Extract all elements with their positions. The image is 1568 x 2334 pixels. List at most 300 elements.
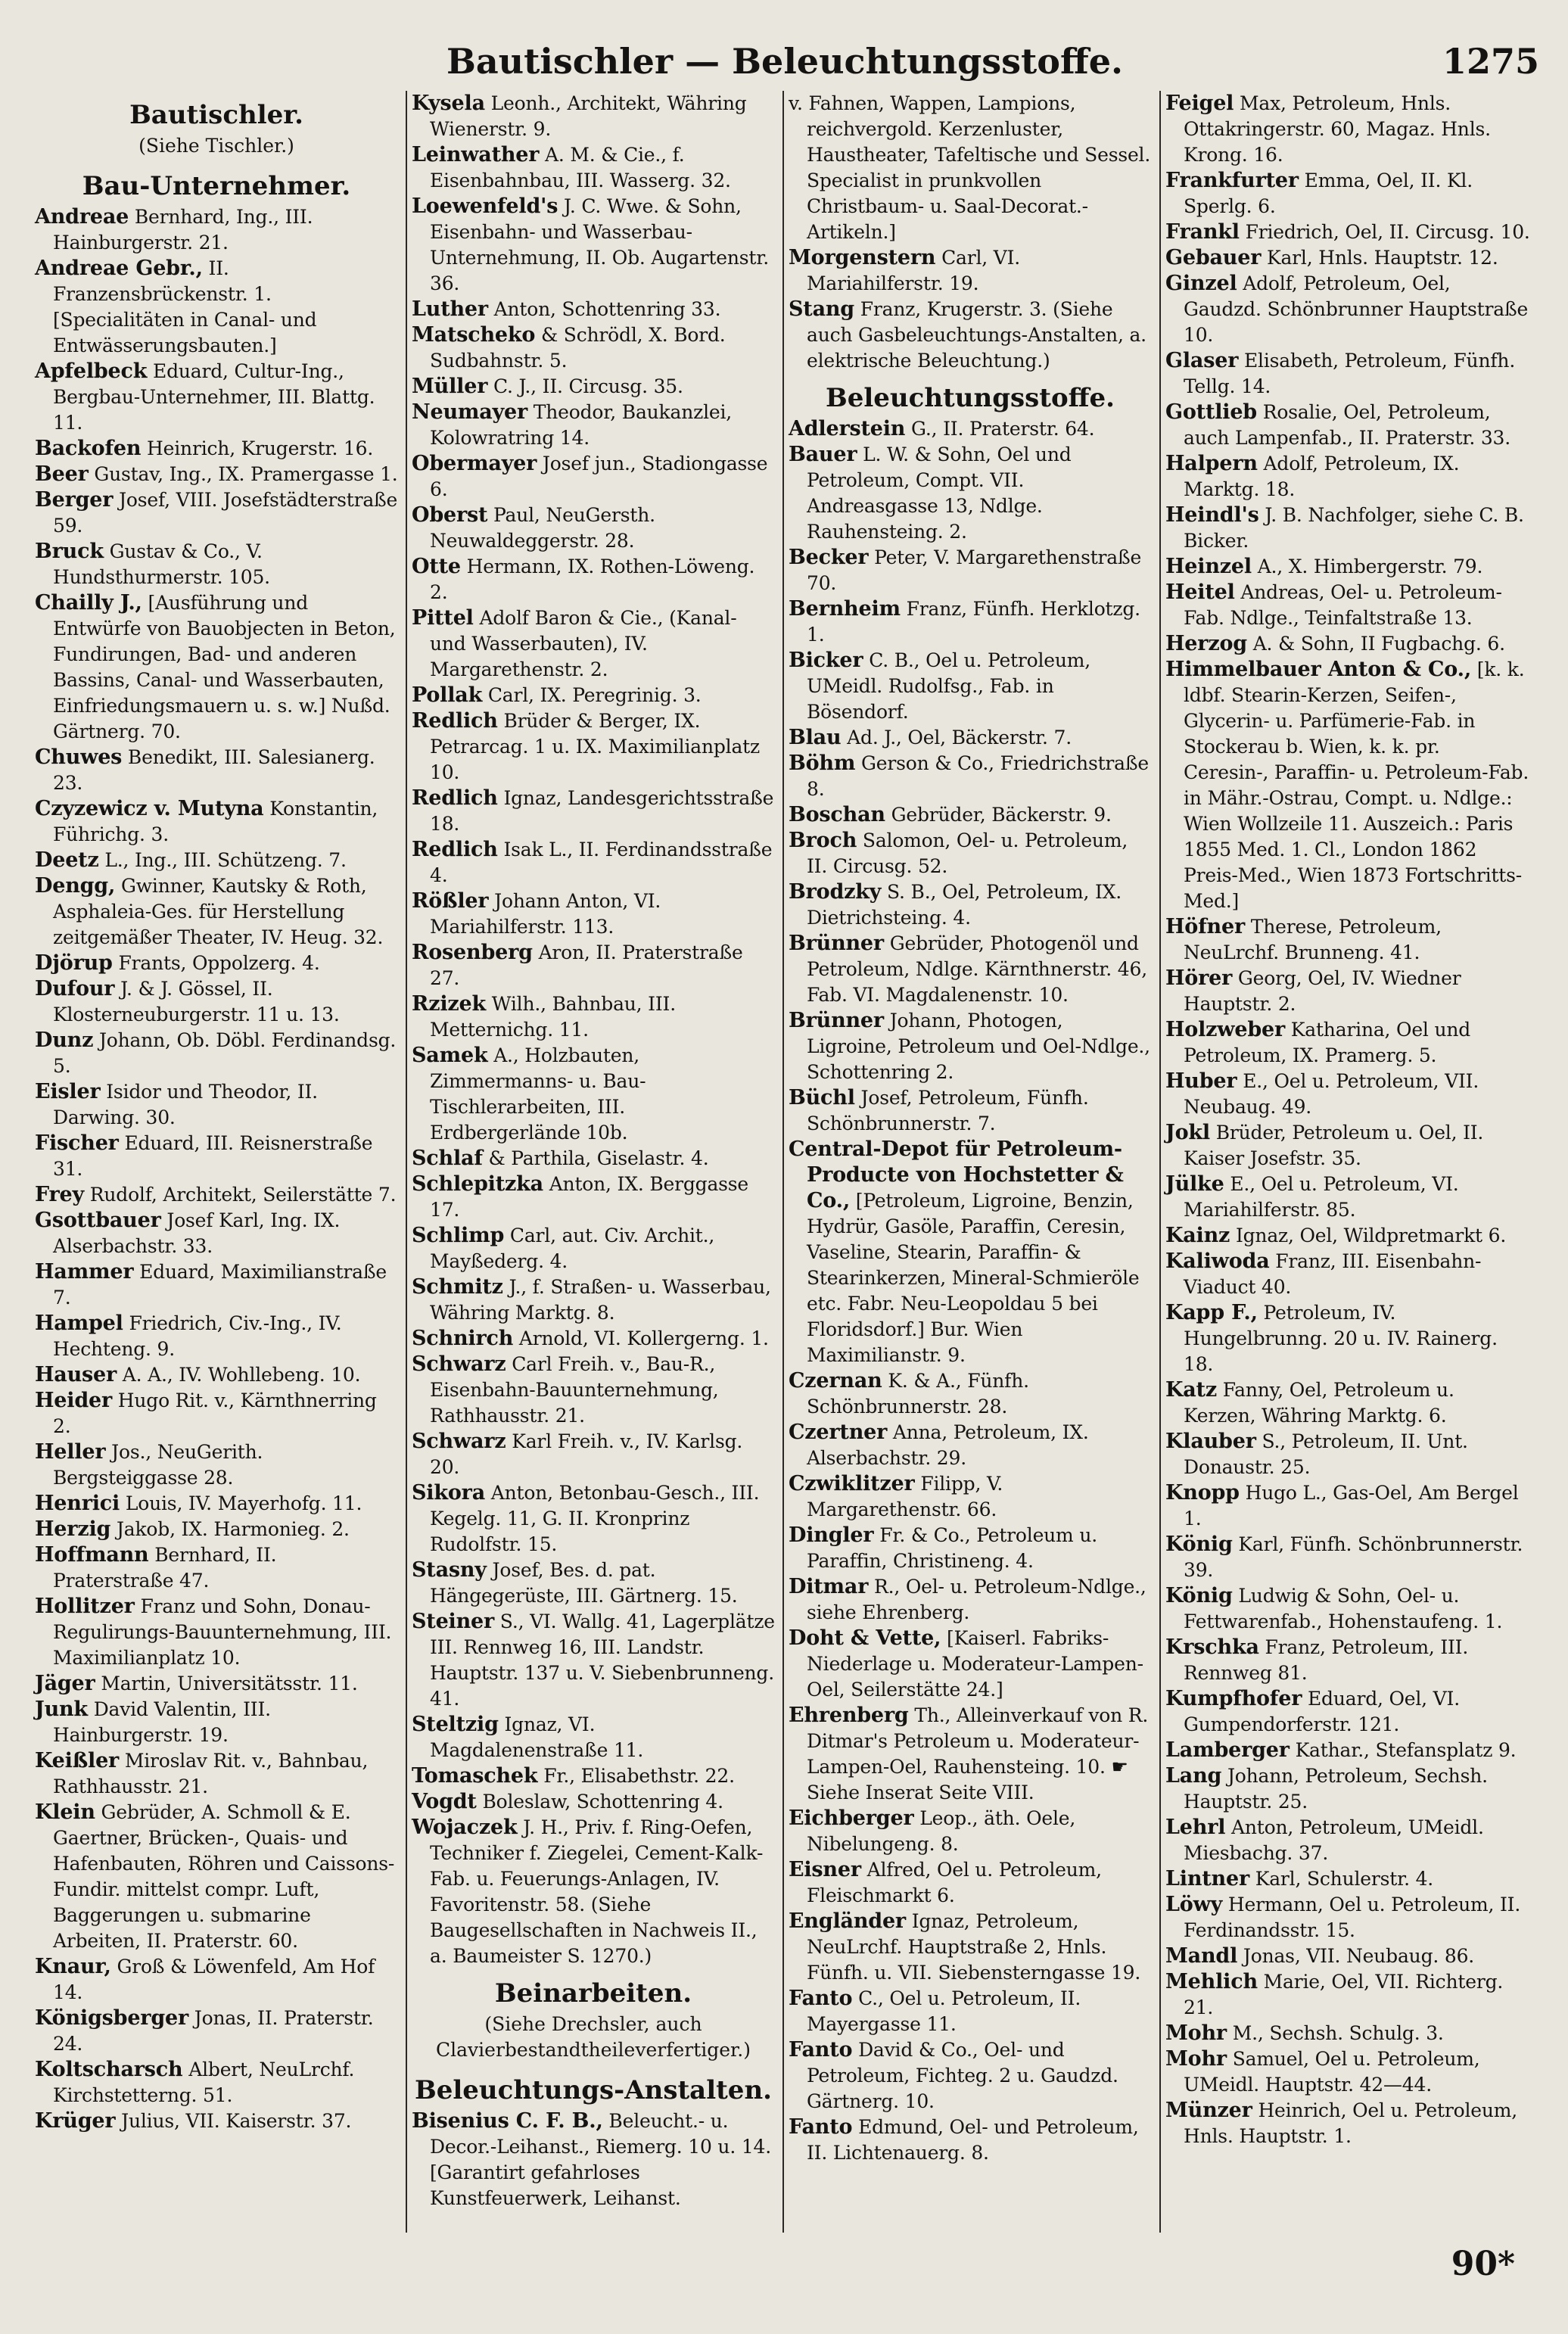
entry-name: Mohr	[1165, 2021, 1227, 2045]
directory-entry	[789, 648, 1152, 725]
entry-details: Karl Freih. v., IV. Karlsg. 20.	[430, 1430, 743, 1478]
directory-entry	[35, 1131, 398, 1182]
directory-entry	[412, 451, 775, 503]
directory-entry	[412, 940, 775, 991]
entry-name: Tomaschek	[412, 1764, 538, 1788]
entry-details: Marie, Oel, VII. Richterg. 21.	[1184, 1971, 1504, 2018]
directory-entry	[412, 683, 775, 708]
directory-entry	[35, 1697, 398, 1748]
entry-name: Adlerstein	[789, 417, 906, 440]
entry-name: Andreae	[35, 205, 129, 229]
entry-name: Redlich	[412, 709, 498, 733]
directory-entry	[412, 1352, 775, 1429]
directory-entry	[412, 194, 775, 297]
directory-entry	[789, 416, 1152, 442]
entry-details: [Ausführung und Entwürfe von Bauobjecten in Beton, Fundirungen, Bad- und anderen Bassins, Canal- und Wasserbauten, Einfriedungsmauern u. s. w.] Nußd. Gärtnerg. 70.	[53, 592, 396, 742]
directory-entry	[35, 796, 398, 848]
entry-details: Anna, Petroleum, IX. Alserbachstr. 29.	[807, 1421, 1089, 1469]
entry-details: Franz, III. Eisenbahn-Viaduct 40.	[1184, 1250, 1482, 1298]
entry-details: & Parthila, Giselastr. 4.	[488, 1147, 709, 1169]
directory-entry	[1165, 168, 1530, 219]
entry-name: Büchl	[789, 1086, 855, 1109]
entry-name: Knaur,	[35, 1955, 111, 1978]
entry-name: Ginzel	[1165, 272, 1237, 295]
entry-details: & Schrödl, X. Bord. Sudbahnstr. 5.	[430, 324, 726, 372]
directory-entry	[789, 751, 1152, 802]
entry-name: Schlaf	[412, 1147, 483, 1170]
signature-mark: 90*	[1451, 2245, 1515, 2283]
entry-name: Feigel	[1165, 92, 1234, 115]
entry-details: Heinrich, Oel u. Petroleum, Hnls. Hauptstr. 1.	[1184, 2099, 1517, 2147]
entry-name: Kumpfhofer	[1165, 1687, 1302, 1710]
entry-name: Schlepitzka	[412, 1172, 543, 1196]
entry-details: Ignaz, Petroleum, NeuLrchf. Hauptstraße 2, Hnls. Fünfh. u. VII. Siebensterngasse 19.	[807, 1910, 1141, 1984]
entry-details: Anton, Schottenring 33.	[493, 298, 721, 320]
entry-details: Isak L., II. Ferdinandsstraße 4.	[430, 839, 773, 886]
entry-name: Czertner	[789, 1421, 888, 1444]
column-2	[407, 91, 784, 2233]
entry-details: Carl, VI. Mariahilferstr. 19.	[807, 247, 1021, 294]
entry-details: Hugo L., Gas-Oel, Am Bergel 1.	[1184, 1482, 1519, 1530]
entry-name: Hampel	[35, 1312, 123, 1335]
entry-details: Ignaz, Landesgerichtsstraße 18.	[430, 787, 774, 835]
entry-name: Stasny	[412, 1558, 487, 1582]
directory-entry	[412, 1146, 775, 1172]
directory-entry	[412, 1558, 775, 1609]
directory-entry	[789, 297, 1152, 374]
entry-details: Carl, aut. Civ. Archit., Mayßederg. 4.	[430, 1225, 715, 1272]
entry-details: Eduard, Oel, VI. Gumpendorferstr. 121.	[1184, 1688, 1460, 1735]
entry-details: Hermann, IX. Rothen-Löweng. 2.	[430, 555, 755, 603]
entry-name: Frankl	[1165, 220, 1240, 244]
entry-name: Katz	[1165, 1378, 1217, 1402]
directory-entry	[1165, 1892, 1530, 1943]
entry-details: Eduard, III. Reisnerstraße 31.	[53, 1132, 373, 1180]
directory-entry	[1165, 219, 1530, 245]
entry-details: Bernhard, II. Praterstraße 47.	[53, 1544, 277, 1592]
entry-name: Herzig	[35, 1517, 111, 1541]
directory-entry	[1165, 1943, 1530, 1969]
entry-details: Kathar., Stefansplatz 9.	[1295, 1739, 1517, 1761]
directory-entry	[35, 745, 398, 796]
directory-entry	[412, 297, 775, 322]
directory-entry	[1165, 1429, 1530, 1480]
entry-name: Wojaczek	[412, 1816, 518, 1839]
entry-details: Edmund, Oel- und Petroleum, II. Lichtenauerg. 8.	[807, 2116, 1139, 2164]
directory-entry	[412, 91, 775, 142]
entry-details: Ignaz, Oel, Wildpretmarkt 6.	[1235, 1225, 1507, 1246]
section-note: (Siehe Tischler.)	[138, 135, 294, 157]
directory-entry	[35, 204, 398, 256]
entry-details: Franz, Petroleum, III. Rennweg 81.	[1184, 1636, 1469, 1684]
entry-name: Glaser	[1165, 349, 1239, 372]
entry-details: Karl, Schulerstr. 4.	[1255, 1868, 1434, 1890]
entry-details: Frants, Oppolzerg. 4.	[118, 952, 320, 974]
entry-name: Fischer	[35, 1131, 119, 1155]
entry-details: Karl, Hnls. Hauptstr. 12.	[1267, 247, 1498, 269]
directory-entry	[789, 545, 1152, 596]
entry-name: Mohr	[1165, 2047, 1227, 2071]
entry-name: Böhm	[789, 752, 856, 775]
entry-details: Friedrich, Civ.-Ing., IV. Hechteng. 9.	[53, 1312, 342, 1360]
entry-details: Georg, Oel, IV. Wiedner Hauptstr. 2.	[1184, 967, 1461, 1015]
entry-name: Löwy	[1165, 1893, 1223, 1916]
directory-entry	[1165, 245, 1530, 271]
entry-details: Ignaz, VI. Magdalenenstraße 11.	[430, 1713, 644, 1761]
entry-name: Vogdt	[412, 1790, 477, 1813]
entry-name: Heitel	[1165, 580, 1235, 604]
directory-entry	[789, 802, 1152, 828]
entry-name: Lang	[1165, 1764, 1222, 1788]
entry-name: Schwarz	[412, 1430, 506, 1453]
entry-details: A., Holzbauten, Zimmermanns- u. Bau-Tischlerarbeiten, III. Erdbergerlände 10b.	[430, 1044, 646, 1144]
entry-details: Anton, Petroleum, UMeidl. Miesbachg. 37.	[1184, 1816, 1484, 1864]
directory-entry	[789, 2037, 1152, 2115]
directory-entry	[412, 400, 775, 451]
entry-name: Schwarz	[412, 1352, 506, 1376]
entry-name: Sikora	[412, 1481, 485, 1505]
entry-details: A. & Sohn, II Fugbachg. 6.	[1252, 633, 1505, 655]
entry-name: Frey	[35, 1183, 84, 1206]
directory-entry	[789, 596, 1152, 648]
entry-name: Samek	[412, 1044, 488, 1067]
directory-entry	[789, 1574, 1152, 1626]
directory-entry	[412, 1712, 775, 1763]
directory-entry	[412, 991, 775, 1043]
entry-details: v. Fahnen, Wappen, Lampions, reichvergold. Kerzenluster, Haustheater, Tafeltische und Sessel. Specialist in prunkvollen Christbaum- u. Saal-Decorat.-Artikeln.]	[789, 92, 1151, 243]
entry-details: Martin, Universitätsstr. 11.	[101, 1673, 358, 1694]
directory-columns	[30, 91, 1539, 2233]
entry-details: Johann, Photogen, Ligroine, Petroleum und Oel-Ndlge., Schottenring 2.	[807, 1010, 1150, 1083]
directory-entry	[412, 1609, 775, 1712]
entry-details: Karl, Fünfh. Schönbrunnerstr. 39.	[1184, 1533, 1523, 1581]
entry-name: Loewenfeld's	[412, 194, 558, 218]
entry-details: Jonas, VII. Neubaug. 86.	[1243, 1945, 1475, 1967]
entry-details: A. M. & Cie., f. Eisenbahnbau, III. Wasserg. 32.	[430, 144, 731, 191]
entry-details: Julius, VII. Kaiserstr. 37.	[121, 2110, 352, 2132]
entry-details: Theodor, Baukanzlei, Kolowratring 14.	[430, 401, 733, 449]
directory-entry	[35, 1748, 398, 1800]
section-heading: Beleuchtungsstoffe.	[825, 383, 1115, 413]
entry-details: Wilh., Bahnbau, III. Metternichg. 11.	[430, 993, 676, 1041]
directory-entry	[1165, 1815, 1530, 1866]
entry-details: Gebrüder, Bäckerstr. 9.	[891, 804, 1112, 826]
directory-entry	[35, 1311, 398, 1362]
entry-name: Redlich	[412, 838, 498, 861]
entry-details: Max, Petroleum, Hnls. Ottakringerstr. 60, Magaz. Hnls. Krong. 16.	[1184, 92, 1491, 166]
entry-details: [Petroleum, Ligroine, Benzin, Hydrür, Gasöle, Paraffin, Ceresin, Vaseline, Stearin, Paraffin- & Stearinkerzen, Mineral-Schmieröle etc. Fabr. Neu-Leopoldau 5 bei Floridsdorf.] Bur. Wien Maximilianstr. 9.	[807, 1190, 1140, 1366]
entry-details: Albert, NeuLrchf. Kirchstetterng. 51.	[53, 2059, 355, 2106]
entry-details: Gebrüder, A. Schmoll & E. Gaertner, Brücken-, Quais- und Hafenbauten, Röhren und Caissons-Fundir. mittelst compr. Luft, Baggerungen u. submarine Arbeiten, II. Praterstr. 60.	[53, 1801, 395, 1952]
directory-entry	[412, 1223, 775, 1274]
entry-name: Koltscharsch	[35, 2058, 183, 2081]
entry-details: Rosalie, Oel, Petroleum, auch Lampenfab., II. Praterstr. 33.	[1184, 401, 1511, 449]
entry-details: Carl Freih. v., Bau-R., Eisenbahn-Bauunternehmung, Rathhausstr. 21.	[430, 1353, 719, 1427]
entry-name: Blau	[789, 726, 842, 749]
entry-name: Rosenberg	[412, 941, 533, 964]
entry-details: Brüder & Berger, IX. Petrarcag. 1 u. IX. Maximilianplatz 10.	[430, 710, 760, 783]
entry-details: Louis, IV. Mayerhofg. 11.	[125, 1492, 362, 1514]
directory-entry	[1165, 1866, 1530, 1892]
directory-entry	[789, 1857, 1152, 1909]
entry-name: Brodzky	[789, 880, 882, 904]
entry-name: Kapp F.,	[1165, 1301, 1258, 1324]
entry-details: Benedikt, III. Salesianerg. 23.	[53, 746, 375, 794]
entry-name: Krüger	[35, 2109, 116, 2133]
entry-details: M., Sechsh. Schulg. 3.	[1232, 2022, 1444, 2044]
directory-entry	[789, 1909, 1152, 1986]
entry-name: Hörer	[1165, 966, 1233, 990]
entry-details: Franz, Krugerstr. 3. (Siehe auch Gasbeleuchtungs-Anstalten, a. elektrische Beleuchtung.)	[807, 298, 1146, 372]
entry-name: König	[1165, 1533, 1233, 1556]
entry-name: Fanto	[789, 2115, 853, 2139]
directory-entry	[789, 442, 1152, 545]
entry-name: Berger	[35, 488, 114, 512]
directory-entry	[789, 1806, 1152, 1857]
entry-details: Gerson & Co., Friedrichstraße 8.	[807, 752, 1149, 800]
directory-entry	[789, 1085, 1152, 1137]
entry-name: Herzog	[1165, 632, 1247, 655]
entry-details: Johann Anton, VI. Mariahilferstr. 113.	[430, 890, 661, 938]
entry-name: Schmitz	[412, 1275, 503, 1299]
directory-entry	[35, 359, 398, 436]
directory-entry	[412, 1480, 775, 1558]
entry-details: David Valentin, III. Hainburgerstr. 19.	[53, 1698, 271, 1746]
entry-name: Hollitzer	[35, 1595, 135, 1618]
entry-name: Heindl's	[1165, 503, 1259, 527]
entry-details: Elisabeth, Petroleum, Fünfh. Tellg. 14.	[1184, 350, 1516, 397]
directory-entry	[35, 951, 398, 976]
directory-entry	[35, 873, 398, 951]
directory-entry	[35, 1800, 398, 1954]
column-4	[1161, 91, 1538, 2233]
entry-name: Himmelbauer Anton & Co.,	[1165, 658, 1472, 681]
entry-name: Heinzel	[1165, 555, 1252, 578]
directory-entry	[1165, 1635, 1530, 1686]
directory-entry	[35, 436, 398, 462]
entry-details: Adolf Baron & Cie., (Kanal- und Wasserbauten), IV. Margarethenstr. 2.	[430, 607, 737, 680]
entry-details: Ad. J., Oel, Bäckerstr. 7.	[847, 727, 1072, 748]
directory-entry	[789, 879, 1152, 931]
directory-entry	[1165, 1172, 1530, 1223]
entry-details: Therese, Petroleum, NeuLrchf. Brunneng. 41.	[1184, 916, 1442, 963]
entry-name: Bisenius C. F. B.,	[412, 2109, 603, 2133]
entry-details: Josef, Petroleum, Fünfh. Schönbrunnerstr. 7.	[807, 1087, 1089, 1134]
entry-details: Konstantin, Führichg. 3.	[53, 798, 378, 845]
entry-details: Leonh., Architekt, Währing Wienerstr. 9.	[430, 92, 747, 140]
entry-name: Gottlieb	[1165, 400, 1257, 424]
entry-name: Mandl	[1165, 1944, 1238, 1968]
entry-details: S., VI. Wallg. 41, Lagerplätze III. Rennweg 16, III. Landstr. Hauptstr. 137 u. V. Siebenbrunneng. 41.	[430, 1610, 775, 1710]
entry-name: Steiner	[412, 1610, 495, 1633]
entry-details: Gustav, Ing., IX. Pramergasse 1.	[94, 463, 398, 485]
entry-details: Heinrich, Krugerstr. 16.	[147, 437, 374, 459]
directory-entry	[35, 1388, 398, 1439]
directory-entry	[35, 1362, 398, 1388]
directory-entry	[1165, 1300, 1530, 1377]
directory-entry	[789, 1471, 1152, 1523]
entry-details: Hugo Rit. v., Kärnthnerring 2.	[53, 1390, 377, 1437]
entry-name: Fanto	[789, 2038, 853, 2062]
directory-entry	[789, 1008, 1152, 1085]
entry-name: Mehlich	[1165, 1970, 1258, 1993]
entry-name: Czyzewicz v. Mutyna	[35, 797, 264, 820]
directory-entry	[1165, 503, 1530, 554]
directory-entry	[1165, 1480, 1530, 1532]
entry-name: Broch	[789, 829, 857, 852]
entry-name: Doht & Vette,	[789, 1626, 941, 1650]
entry-name: Krschka	[1165, 1635, 1259, 1659]
entry-details: Isidor und Theodor, II. Darwing. 30.	[53, 1081, 318, 1128]
directory-entry	[1165, 914, 1530, 966]
entry-name: Ehrenberg	[789, 1704, 909, 1727]
entry-name: Königsberger	[35, 2006, 189, 2030]
entry-details: Fr. & Co., Petroleum u. Paraffin, Christineng. 4.	[807, 1524, 1097, 1572]
entry-name: Münzer	[1165, 2099, 1252, 2122]
entry-details: A., X. Himbergerstr. 79.	[1257, 555, 1483, 577]
entry-name: Obermayer	[412, 452, 537, 475]
directory-entry	[1165, 271, 1530, 348]
entry-name: Eichberger	[789, 1807, 914, 1830]
directory-entry	[412, 708, 775, 786]
entry-name: Brünner	[789, 1009, 884, 1032]
entry-details: Peter, V. Margarethenstraße 70.	[807, 546, 1142, 594]
entry-name: Lamberger	[1165, 1738, 1290, 1762]
entry-name: Ditmar	[789, 1575, 869, 1598]
directory-entry	[1165, 1377, 1530, 1429]
entry-details: Filipp, V. Margarethenstr. 66.	[807, 1473, 1003, 1520]
directory-entry	[35, 1079, 398, 1131]
entry-details: Salomon, Oel- u. Petroleum, II. Circusg. 52.	[807, 829, 1128, 877]
entry-name: Junk	[35, 1698, 88, 1721]
entry-details: Samuel, Oel u. Petroleum, UMeidl. Hauptstr. 42—44.	[1184, 2048, 1480, 2096]
entry-name: Hauser	[35, 1363, 117, 1386]
directory-entry	[412, 322, 775, 374]
directory-entry	[35, 2108, 398, 2134]
running-title: Bautischler — Beleuchtungsstoffe.	[446, 41, 1124, 82]
directory-entry	[35, 1517, 398, 1542]
entry-name: Höfner	[1165, 915, 1245, 938]
entry-name: Czernan	[789, 1369, 882, 1393]
directory-entry	[1165, 348, 1530, 400]
entry-details: L., Ing., III. Schützeng. 7.	[104, 849, 347, 871]
directory-entry	[412, 503, 775, 554]
entry-name: Gsottbauer	[35, 1209, 161, 1232]
entry-details: E., Oel u. Petroleum, VII. Neubaug. 49.	[1184, 1070, 1479, 1118]
entry-details: Paul, NeuGersth. Neuwaldeggerstr. 28.	[430, 504, 655, 552]
directory-entry	[412, 1172, 775, 1223]
entry-name: Bauer	[789, 443, 857, 466]
section-note: (Siehe Drechsler, auch Clavierbestandtheileverfertiger.)	[436, 2013, 751, 2061]
entry-details: Jos., NeuGerith. Bergsteiggasse 28.	[53, 1441, 263, 1489]
directory-entry	[412, 605, 775, 683]
entry-details: J. C. Wwe. & Sohn, Eisenbahn- und Wasserbau-Unternehmung, II. Ob. Augartenstr. 36.	[430, 195, 769, 294]
entry-name: Müller	[412, 375, 488, 398]
directory-entry	[35, 1542, 398, 1594]
directory-entry	[35, 1439, 398, 1491]
directory-entry	[412, 1815, 775, 1969]
entry-details: Leop., äth. Oele, Nibelungeng. 8.	[807, 1807, 1076, 1855]
entry-details: Petroleum, IV. Hungelbrunng. 20 u. IV. Rainerg. 18.	[1184, 1302, 1498, 1375]
directory-entry	[412, 1789, 775, 1815]
entry-details: J. & J. Gössel, II. Klosterneuburgerstr. 11 u. 13.	[53, 978, 340, 1025]
directory-entry	[1165, 400, 1530, 451]
entry-name: Morgenstern	[789, 246, 936, 269]
entry-name: Beer	[35, 462, 89, 486]
entry-name: Heider	[35, 1389, 113, 1412]
entry-details: J. B. Nachfolger, siehe C. B. Bicker.	[1184, 504, 1524, 552]
directory-entry	[1165, 631, 1530, 657]
entry-name: Eisler	[35, 1080, 101, 1103]
entry-name: Pollak	[412, 683, 483, 707]
directory-entry	[1165, 1686, 1530, 1738]
entry-name: Otte	[412, 555, 461, 578]
page-number: 1275	[1442, 41, 1539, 82]
entry-name: Czwiklitzer	[789, 1472, 915, 1495]
entry-details: Groß & Löwenfeld, Am Hof 14.	[53, 1956, 375, 2003]
directory-entry	[1165, 1017, 1530, 1069]
directory-entry	[412, 374, 775, 400]
directory-entry	[1165, 2046, 1530, 2098]
entry-details: Josef Karl, Ing. IX. Alserbachstr. 33.	[53, 1209, 341, 1257]
directory-entry	[35, 2006, 398, 2057]
directory-entry	[35, 590, 398, 745]
entry-details: C., Oel u. Petroleum, II. Mayergasse 11.	[807, 1987, 1081, 2035]
section-heading: Beinarbeiten.	[494, 1978, 692, 2009]
entry-name: Redlich	[412, 786, 498, 810]
entry-name: Bicker	[789, 649, 863, 672]
entry-name: Brünner	[789, 932, 884, 955]
directory-entry	[1165, 1069, 1530, 1120]
entry-name: Andreae Gebr.,	[35, 257, 203, 280]
entry-name: Central-Depot für Petroleum-Producte von Hochstetter & Co.,	[789, 1137, 1124, 1212]
directory-entry	[789, 1420, 1152, 1471]
directory-entry	[412, 837, 775, 888]
directory-entry	[789, 828, 1152, 879]
directory-entry	[1165, 1223, 1530, 1249]
entry-details: Eduard, Cultur-Ing., Bergbau-Unternehmer, III. Blattg. 11.	[53, 360, 375, 434]
entry-name: Schnirch	[412, 1327, 514, 1350]
entry-details: Emma, Oel, II. Kl. Sperlg. 6.	[1184, 170, 1473, 217]
entry-details: G., II. Praterstr. 64.	[910, 418, 1095, 440]
entry-details: C. J., II. Circusg. 35.	[493, 375, 683, 397]
column-3	[784, 91, 1161, 2233]
entry-details: J. H., Priv. f. Ring-Oefen, Techniker f. Ziegelei, Cement-Kalk-Fab. u. Feuerungs-Anlagen, IV. Favoritenstr. 58. (Siehe Baugesellschaften in Nachweis II., a. Baumeister S. 1270.)	[430, 1816, 764, 1967]
section-heading: Bau-Unternehmer.	[82, 171, 351, 201]
entry-details: Johann, Petroleum, Sechsh. Hauptstr. 25.	[1184, 1765, 1488, 1813]
entry-details: R., Oel- u. Petroleum-Ndlge., siehe Ehrenberg.	[807, 1576, 1146, 1623]
entry-name: Boschan	[789, 803, 885, 826]
section-heading: Beleuchtungs-Anstalten.	[414, 2075, 772, 2105]
entry-details: Anton, IX. Berggasse 17.	[430, 1173, 749, 1221]
directory-entry	[1165, 2098, 1530, 2149]
entry-name: Becker	[789, 546, 869, 569]
directory-entry	[412, 1274, 775, 1326]
entry-details: Jakob, IX. Harmonieg. 2.	[116, 1518, 350, 1540]
entry-details: Fr., Elisabethstr. 22.	[543, 1765, 735, 1787]
directory-entry	[35, 1028, 398, 1079]
entry-details: Alfred, Oel u. Petroleum, Fleischmarkt 6.	[807, 1859, 1102, 1906]
entry-details: Josef, Bes. d. pat. Hängegerüste, III. Gärtnerg. 15.	[430, 1559, 738, 1607]
entry-details: Brüder, Petroleum u. Oel, II. Kaiser Josefstr. 35.	[1184, 1122, 1484, 1169]
entry-details: Th., Alleinverkauf von R. Ditmar's Petroleum u. Moderateur-Lampen-Oel, Rauhensteing. 10. ☛ Siehe Inserat Seite VIII.	[807, 1704, 1149, 1803]
entry-details: Beleucht.- u. Decor.-Leihanst., Riemerg. 10 u. 14. [Garantirt gefahrloses Kunstfeuerwerk, Leihanst.	[430, 2110, 771, 2209]
directory-entry	[35, 2057, 398, 2108]
directory-entry	[1165, 1738, 1530, 1763]
entry-name: Heller	[35, 1440, 106, 1464]
directory-entry	[1165, 966, 1530, 1017]
entry-details: S., Petroleum, II. Unt. Donaustr. 25.	[1184, 1430, 1468, 1478]
